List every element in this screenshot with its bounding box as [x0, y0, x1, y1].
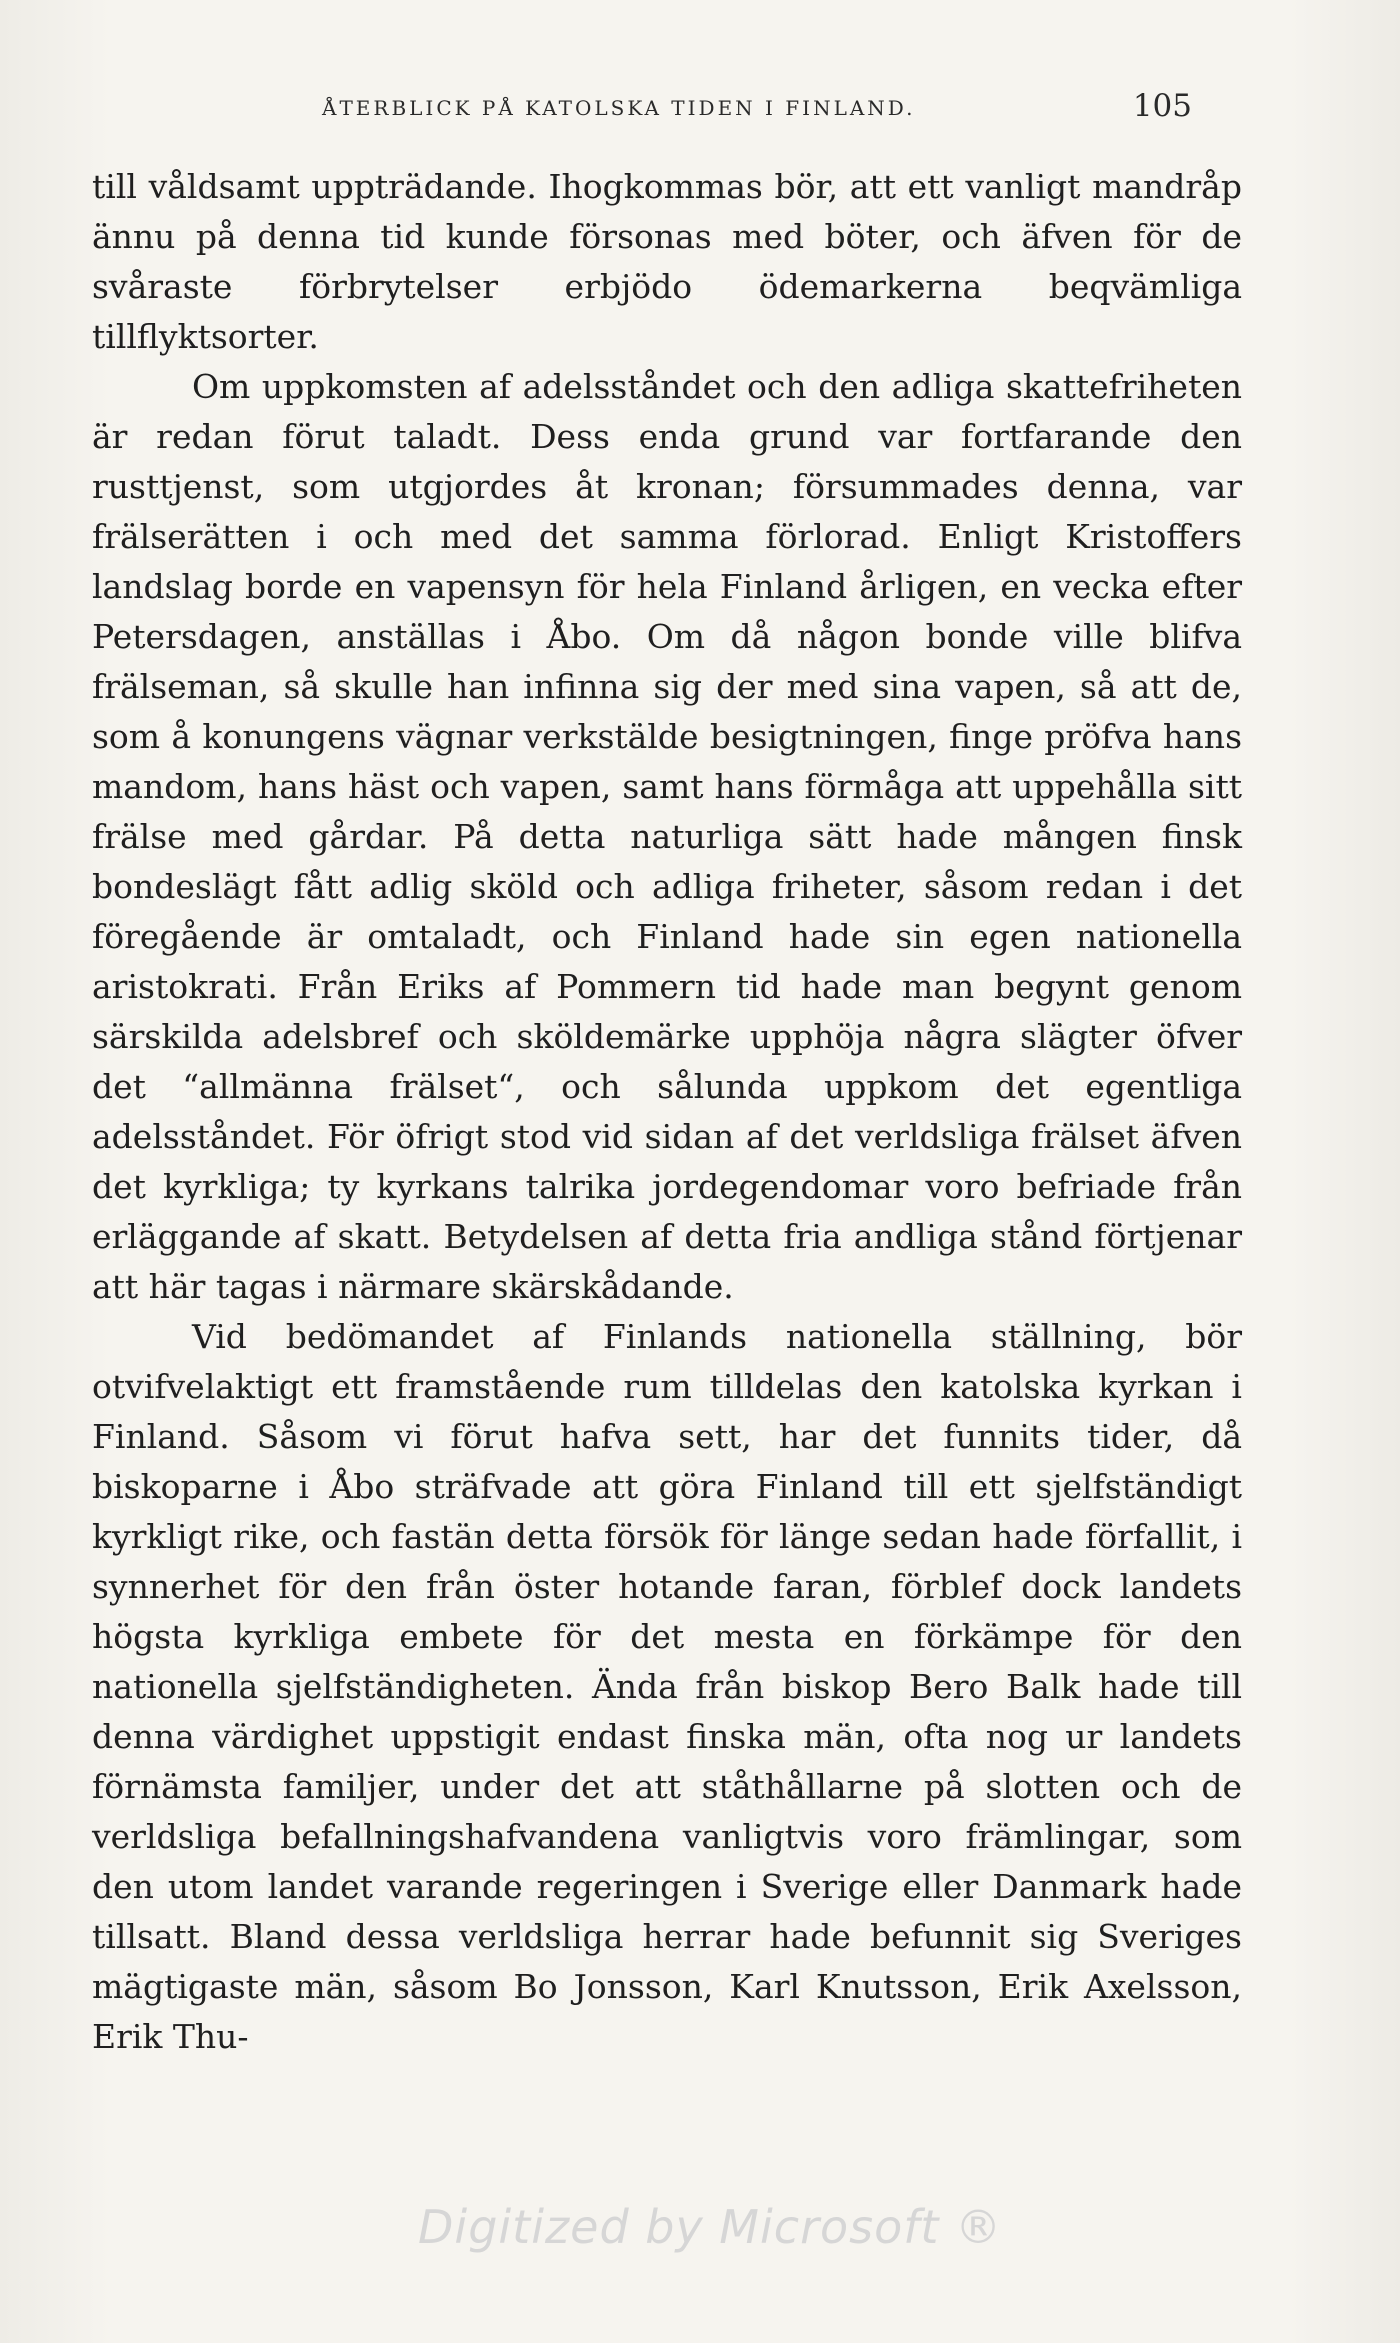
- paragraph-2: Om uppkomsten af adelsståndet och den adliga skattefriheten är redan förut taladt. Dess enda grund var fortfarande den rusttjenst, som utgjordes åt kronan; försummades denna, var frälserätten i och med det samma förlorad. Enligt Kristoffers landslag borde en vapensyn för hela Finland årligen, en vecka efter Petersdagen, anställas i Åbo. Om då någon bonde ville blifva frälseman, så skulle han infinna sig der med sina vapen, så att de, som å konungens vägnar verkstälde besigtningen, finge pröfva hans mandom, hans häst och vapen, samt hans förmåga att uppehålla sitt frälse med gårdar. På detta naturliga sätt hade mången finsk bondeslägt fått adlig sköld och adliga friheter, såsom redan i det föregående är omtaladt, och Finland hade sin egen nationella aristokrati. Från Eriks af Pommern tid hade man begynt genom särskilda adelsbref och sköldemärke upphöja några slägter öfver det “allmänna frälset“, och sålunda uppkom det egentliga adelsståndet. För öfrigt stod vid sidan af det verldsliga frälset äfven det kyrkliga; ty kyrkans talrika jordegendomar voro befriade från erläggande af skatt. Betydelsen af detta fria andliga stånd förtjenar att här tagas i närmare skärskådande.: [92, 367, 1242, 1306]
- running-head: ÅTERBLICK PÅ KATOLSKA TIDEN I FINLAND.: [322, 96, 916, 120]
- paragraph-3: Vid bedömandet af Finlands nationella ställning, bör otvifvelaktigt ett framstående rum tilldelas den katolska kyrkan i Finland. Såsom vi förut hafva sett, har det funnits tider, då biskoparne i Åbo sträfvade att göra Finland till ett sjelfständigt kyrkligt rike, och fastän detta försök för länge sedan hade förfallit, i synnerhet för den från öster hotande faran, förblef dock landets högsta kyrkliga embete för det mesta en förkämpe för den nationella sjelfständigheten. Ända från biskop Bero Balk hade till denna värdighet uppstigit endast finska män, ofta nog ur landets förnämsta familjer, under det att ståthållarne på slotten och de verldsliga befallningshafvandena vanligtvis voro främlingar, som den utom landet varande regeringen i Sverige eller Danmark hade tillsatt. Bland dessa verldsliga herrar hade befunnit sig Sveriges mägtigaste män, såsom Bo Jonsson, Karl Knutsson, Erik Axelsson, Erik Thu-: [92, 1317, 1242, 2056]
- page-number: 105: [1132, 88, 1192, 124]
- digitization-watermark: Digitized by Microsoft ®: [418, 2200, 1003, 2254]
- page-header: [92, 88, 1192, 132]
- body-text: [92, 162, 1242, 2062]
- paragraph-1: till våldsamt uppträdande. Ihogkommas bör, att ett vanligt mandråp ännu på denna tid kunde försonas med böter, och äfven för de svåraste förbrytelser erbjödo ödemarkerna beqvämliga tillflyktsorter.: [92, 167, 1242, 356]
